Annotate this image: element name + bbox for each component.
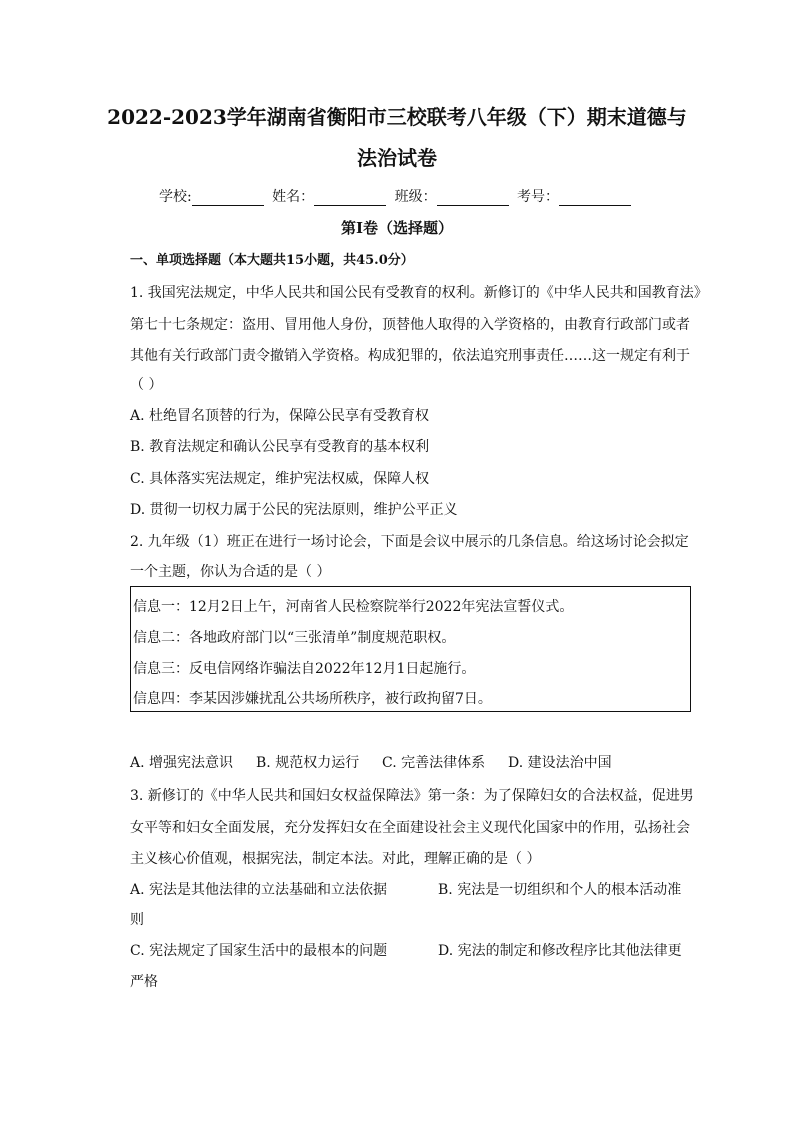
class-label: 班级： — [394, 189, 437, 205]
q1-stem-line-4: （ ） — [130, 377, 163, 393]
q1-option-b[interactable]: B. 教育法规定和确认公民享有受教育的基本权利 — [130, 439, 430, 455]
q2-option-d[interactable]: D. 建设法治中国 — [508, 755, 612, 771]
q3-option-b-continued: 则 — [130, 912, 144, 928]
q1-option-c[interactable]: C. 具体落实宪法规定，维护宪法权威，保障人权 — [130, 471, 430, 487]
q2-stem-line-2: 一个主题，你认为合适的是（ ） — [130, 564, 331, 580]
q1-option-a[interactable]: A. 杜绝冒名顶替的行为，保障公民享有受教育权 — [130, 408, 430, 424]
q2-info-1: 信息一：12月2日上午，河南省人民检察院举行2022年宪法宣誓仪式。 — [133, 599, 574, 615]
name-label: 姓名： — [272, 189, 315, 205]
exam-no-blank[interactable] — [559, 191, 631, 206]
q2-stem-line-1: 2. 九年级（1）班正在进行一场讨论会，下面是会议中展示的几条信息。给这场讨论会拟定 — [130, 534, 689, 550]
student-info-fields — [0, 186, 794, 206]
name-blank[interactable] — [314, 191, 386, 206]
q2-options — [130, 752, 612, 772]
exam-title-line-1: 2022-2023学年湖南省衡阳市三校联考八年级（下）期末道德与 — [107, 105, 687, 129]
school-label: 学校: — [158, 189, 192, 205]
school-blank[interactable] — [192, 191, 264, 206]
q2-info-box — [130, 586, 691, 712]
q3-stem-line-1: 3. 新修订的《中华人民共和国妇女权益保障法》第一条：为了保障妇女的合法权益，促进男 — [130, 788, 694, 804]
q2-info-3: 信息三：反电信网络诈骗法自2022年12月1日起施行。 — [133, 661, 476, 677]
q3-option-d[interactable]: D. 宪法的制定和修改程序比其他法律更 — [438, 943, 682, 959]
volume-title: 第I卷（选择题） — [340, 219, 454, 237]
q3-option-c[interactable]: C. 宪法规定了国家生活中的最根本的问题 — [130, 943, 388, 959]
q2-option-a[interactable]: A. 增强宪法意识 — [130, 755, 234, 771]
q1-option-d[interactable]: D. 贯彻一切权力属于公民的宪法原则，维护公平正义 — [130, 502, 458, 518]
q2-option-b[interactable]: B. 规范权力运行 — [256, 755, 360, 771]
section-heading: 一、单项选择题（本大题共15小题，共45.0分） — [130, 253, 414, 268]
q2-info-2: 信息二：各地政府部门以“三张清单”制度规范职权。 — [133, 630, 456, 646]
q1-stem-line-3: 其他有关行政部门责令撤销入学资格。构成犯罪的，依法追究刑事责任……这一规定有利于 — [130, 348, 690, 364]
q3-stem-line-2: 女平等和妇女全面发展，充分发挥妇女在全面建设社会主义现代化国家中的作用，弘扬社会 — [130, 820, 690, 836]
q1-stem-line-1: 1. 我国宪法规定，中华人民共和国公民有受教育的权利。新修订的《中华人民共和国教育法》 — [130, 285, 708, 301]
exam-title-line-2: 法治试卷 — [357, 146, 437, 170]
q3-option-b[interactable]: B. 宪法是一切组织和个人的根本活动准 — [438, 882, 682, 898]
class-blank[interactable] — [437, 191, 509, 206]
q3-option-a[interactable]: A. 宪法是其他法律的立法基础和立法依据 — [130, 882, 388, 898]
q2-info-4: 信息四：李某因涉嫌扰乱公共场所秩序，被行政拘留7日。 — [133, 691, 492, 707]
q3-stem-line-3: 主义核心价值观，根据宪法，制定本法。对此，理解正确的是（ ） — [130, 851, 541, 867]
q3-option-d-continued: 严格 — [130, 974, 158, 990]
exam-no-label: 考号： — [517, 189, 560, 205]
q1-stem-line-2: 第七十七条规定：盗用、冒用他人身份，顶替他人取得的入学资格的，由教育行政部门或者 — [130, 317, 690, 333]
q2-option-c[interactable]: C. 完善法律体系 — [382, 755, 486, 771]
